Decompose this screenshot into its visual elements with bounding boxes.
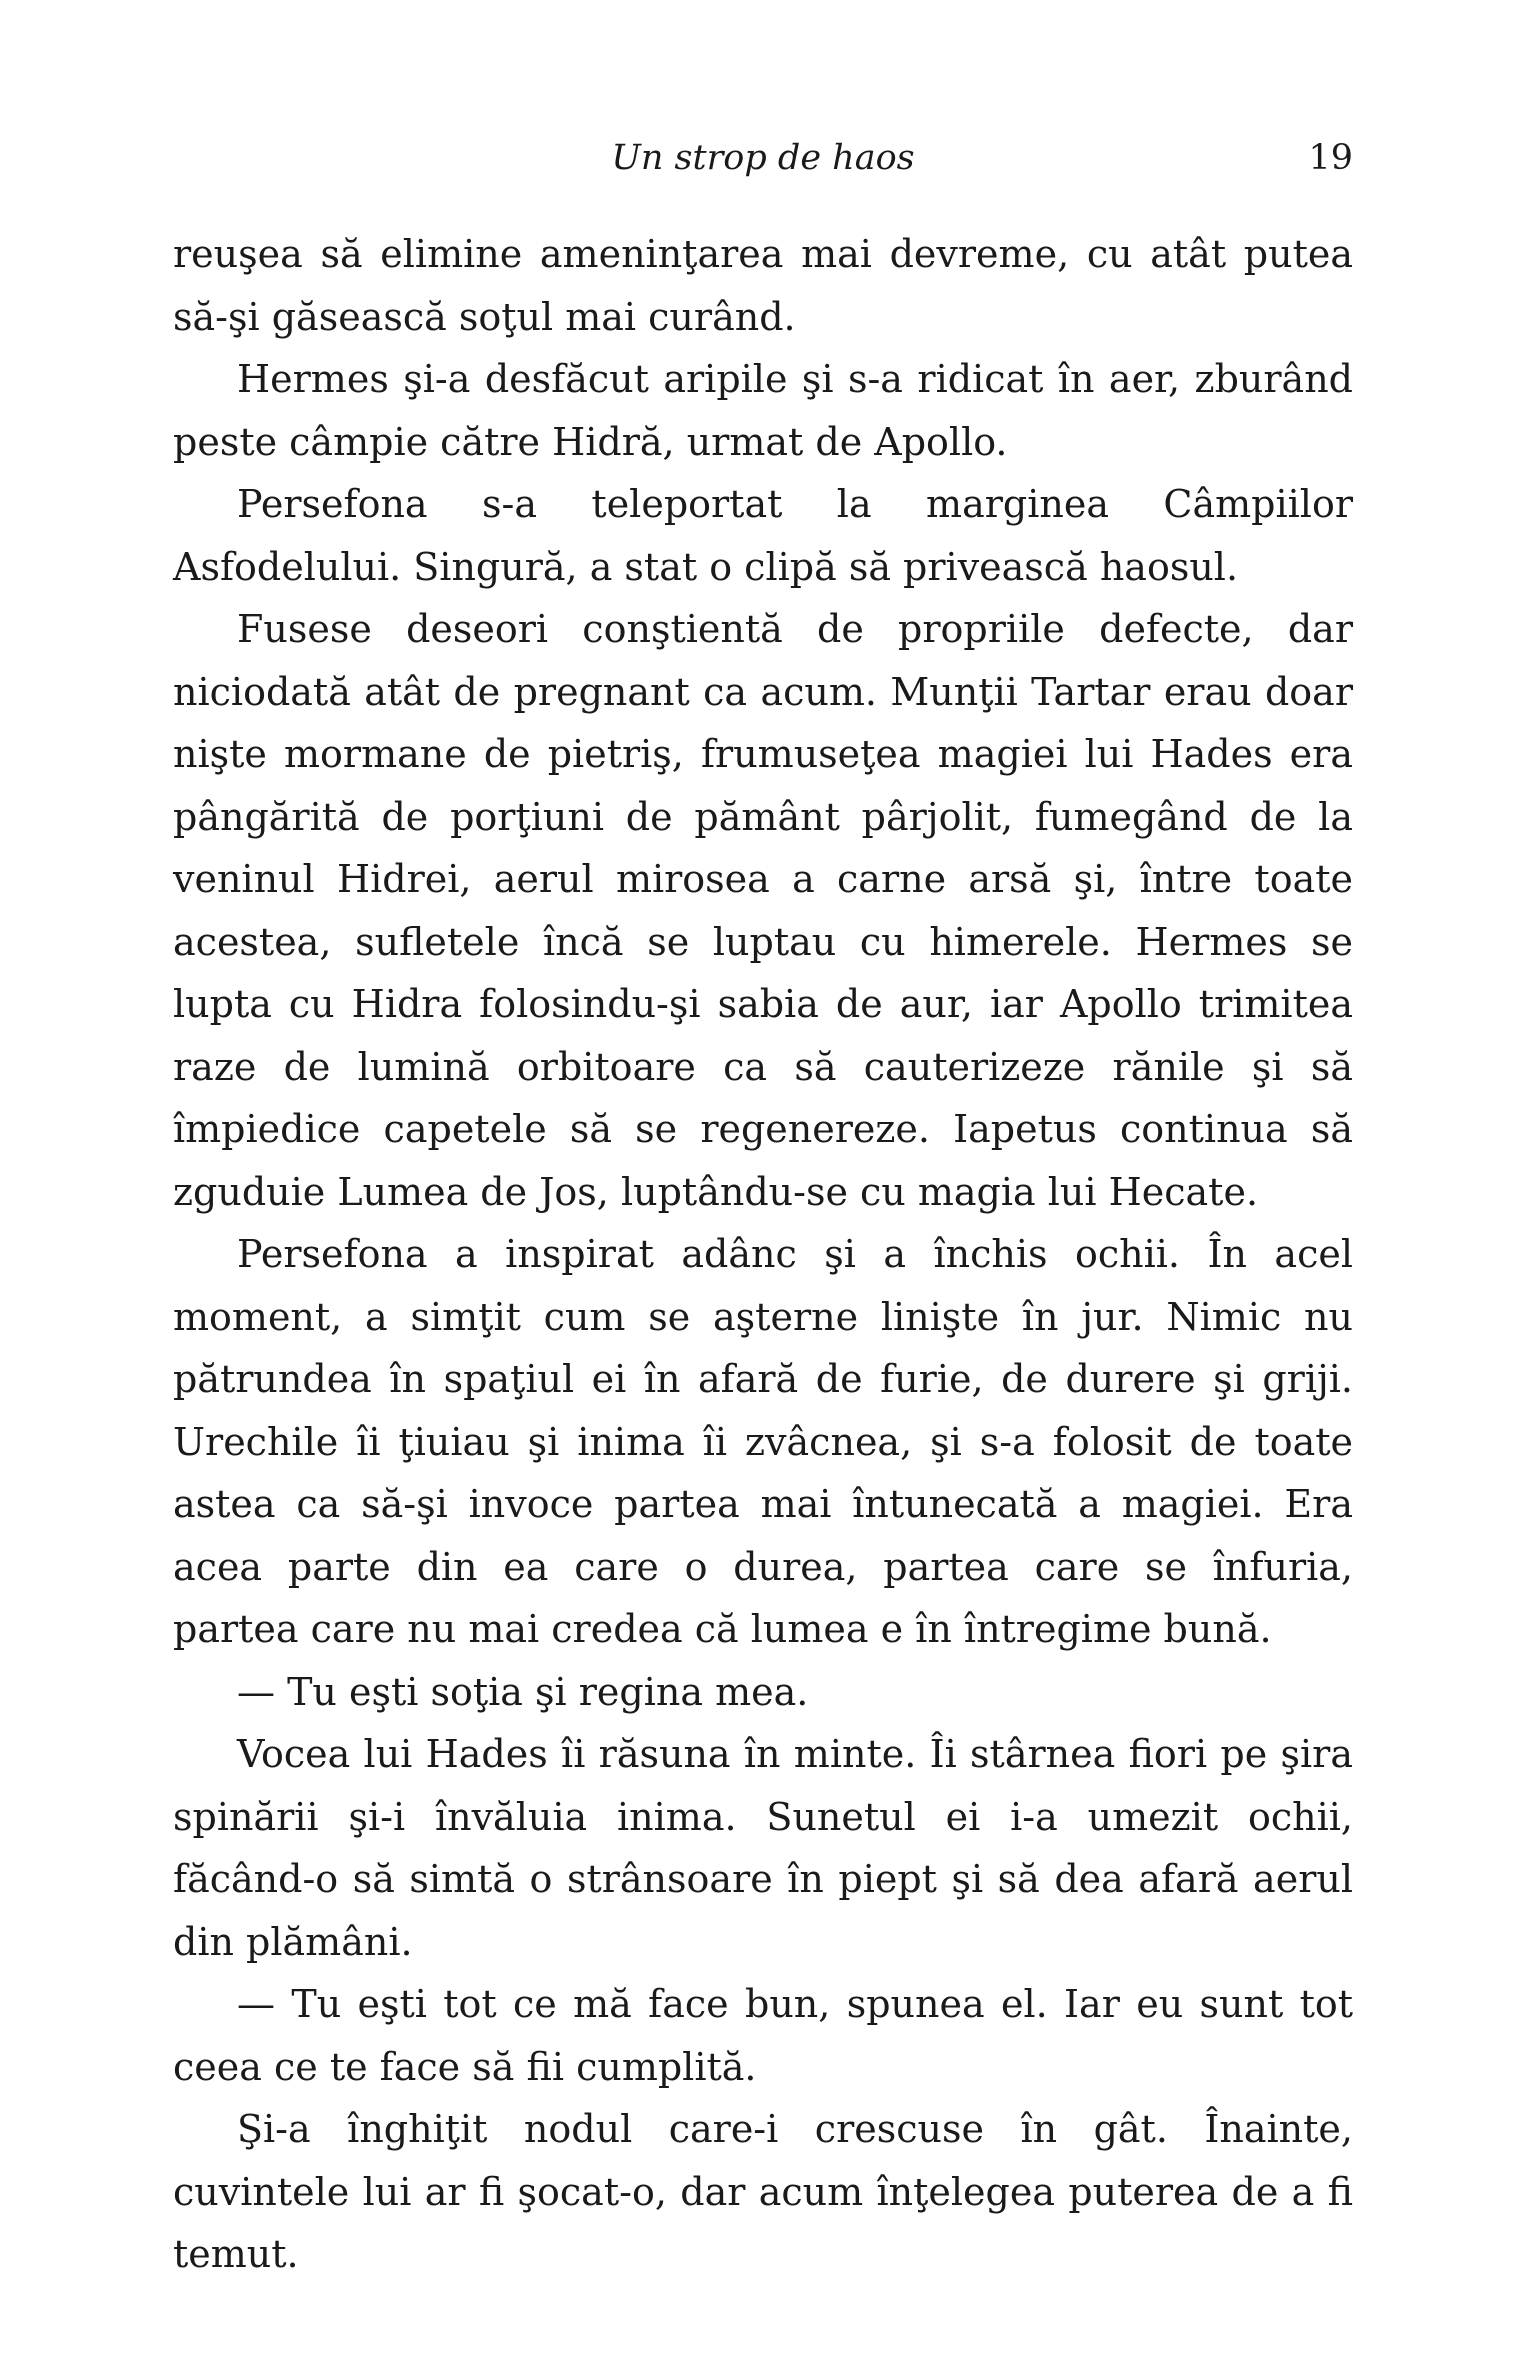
paragraph: reuşea să elimine ameninţarea mai devreme, cu atât putea să-şi găsească soţul mai curând. — [173, 232, 1353, 339]
book-page — [173, 0, 1353, 2362]
running-title: Un strop de haos — [611, 138, 915, 178]
dialogue-line: — Tu eşti tot ce mă face bun, spunea el. Iar eu sunt tot ceea ce te face să fii cumplită. — [173, 1982, 1353, 2089]
paragraph: Persefona s-a teleportat la marginea Câmpiilor Asfodelului. Singură, a stat o clipă să privească haosul. — [173, 482, 1353, 589]
page-number: 19 — [1308, 138, 1353, 178]
body-text — [173, 223, 1353, 2286]
paragraph: Vocea lui Hades îi răsuna în minte. Îi stârnea fiori pe şira spinării şi-i învăluia inima. Sunetul ei i-a umezit ochii, făcând-o să simtă o strânsoare în piept şi să dea afară aerul din plămâni. — [173, 1732, 1353, 1964]
paragraph: Şi-a înghiţit nodul care-i crescuse în gât. Înainte, cuvintele lui ar fi şocat-o, dar acum înţelegea puterea de a fi temut. — [173, 2107, 1353, 2276]
page-header — [173, 128, 1353, 188]
paragraph: Hermes şi-a desfăcut aripile şi s-a ridicat în aer, zburând peste câmpie către Hidră, urmat de Apollo. — [173, 357, 1353, 464]
dialogue-line: — Tu eşti soţia şi regina mea. — [237, 1669, 809, 1714]
paragraph: Fusese deseori conştientă de propriile defecte, dar niciodată atât de pregnant ca acum. Munţii Tartar erau doar nişte mormane de pietriş, frumuseţea magiei lui Hades era pângărită de porţiuni de pământ pârjolit, fumegând de la veninul Hidrei, aerul mirosea a carne arsă şi, între toate acestea, sufletele încă se luptau cu himerele. Hermes se lupta cu Hidra folosindu-şi sabia de aur, iar Apollo trimitea raze de lumină orbitoare ca să cauterizeze rănile şi să împiedice capetele să se regenereze. Iapetus continua să zguduie Lumea de Jos, luptându-se cu magia lui Hecate. — [173, 607, 1353, 1214]
paragraph: Persefona a inspirat adânc şi a închis ochii. În acel moment, a simţit cum se aşterne linişte în jur. Nimic nu pătrundea în spaţiul ei în afară de furie, de durere şi griji. Urechile îi ţiuiau şi inima îi zvâcnea, şi s-a folosit de toate astea ca să-şi invoce partea mai întunecată a magiei. Era acea parte din ea care o durea, partea care se înfuria, partea care nu mai credea că lumea e în întregime bună. — [173, 1232, 1353, 1651]
